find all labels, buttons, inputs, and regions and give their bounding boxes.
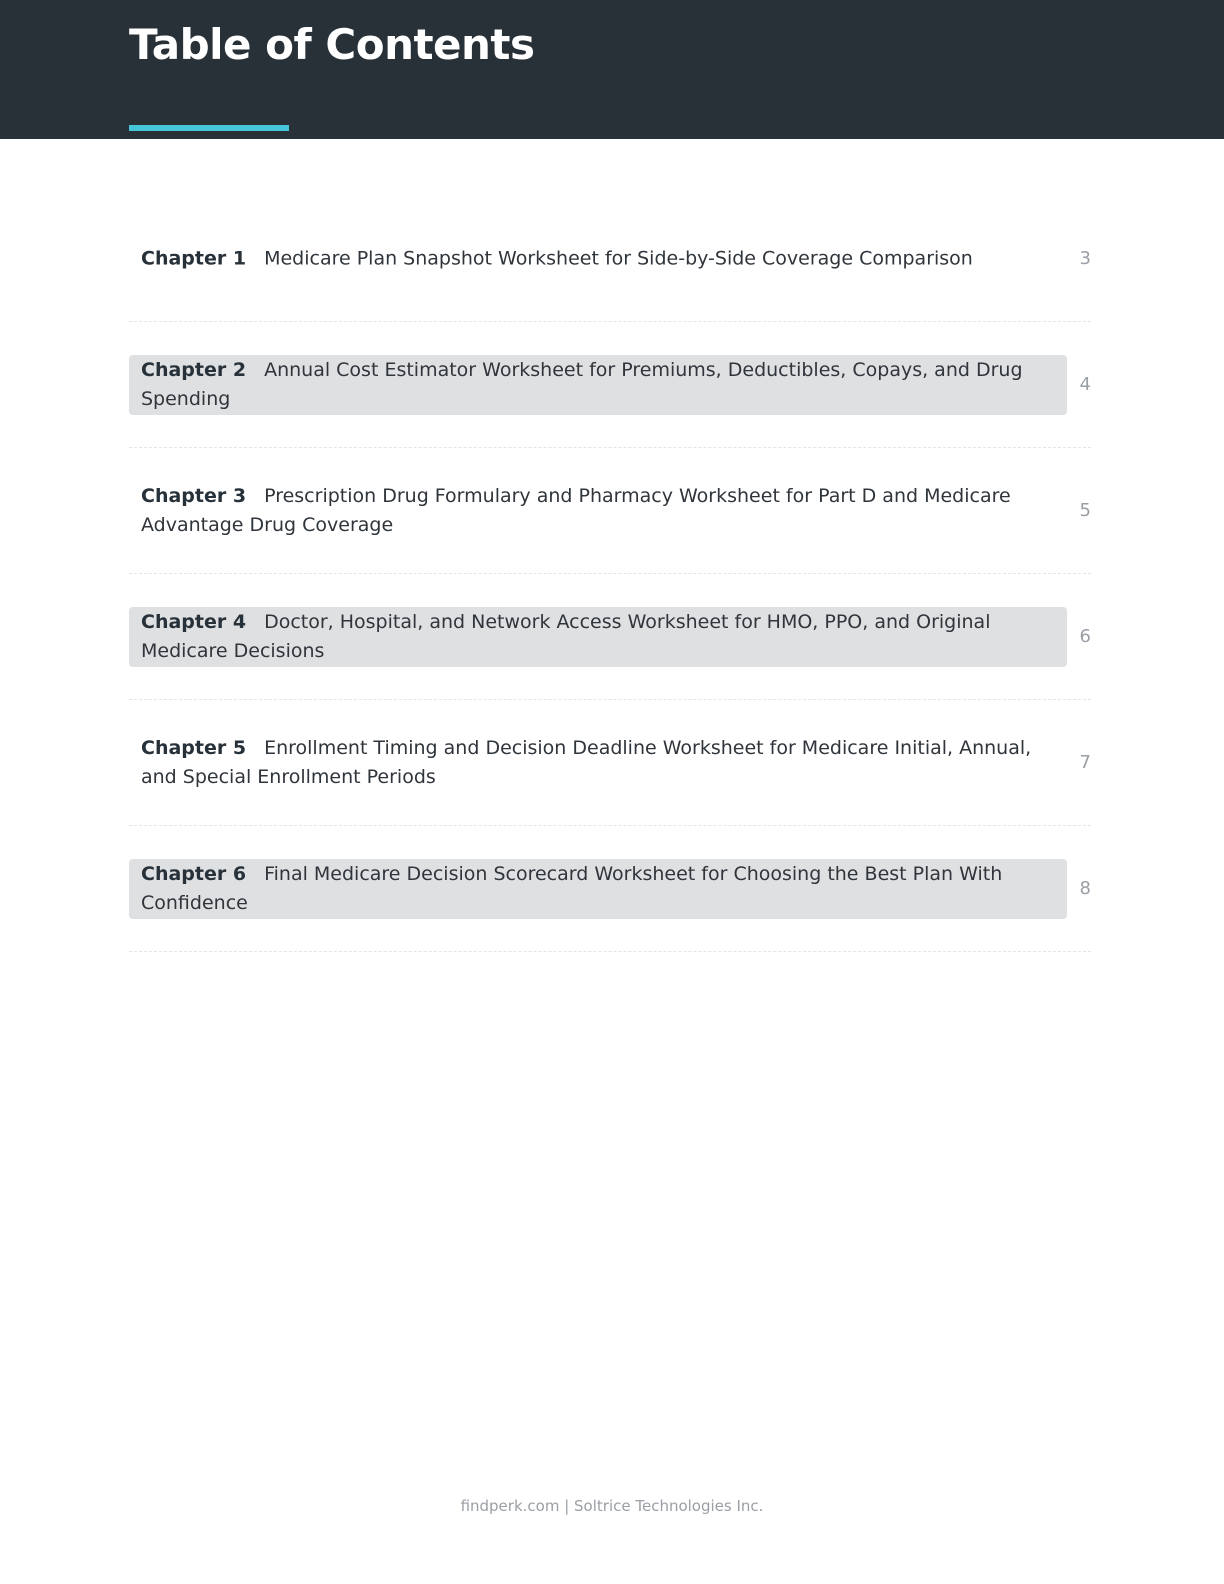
toc-entry-5[interactable] [129,700,1091,826]
chapter-label: Chapter 4 [141,610,247,633]
chapter-title: Annual Cost Estimator Worksheet for Premiums, Deductibles, Copays, and Drug Spending [141,358,1023,410]
chapter-title: Medicare Plan Snapshot Worksheet for Side-by-Side Coverage Comparison [264,247,973,269]
page-header [0,0,1224,139]
page-number: 8 [1079,877,1091,899]
page-number: 5 [1079,499,1091,521]
page-footer: findperk.com | Soltrice Technologies Inc. [460,1497,764,1515]
chapter-label: Chapter 2 [141,358,247,381]
toc-entry-3[interactable] [129,448,1091,574]
title-accent-bar [129,125,289,131]
chapter-title: Prescription Drug Formulary and Pharmacy Worksheet for Part D and Medicare Advantage Drug Coverage [141,484,1011,536]
chapter-title: Final Medicare Decision Scorecard Worksheet for Choosing the Best Plan With Confidence [141,862,1003,914]
chapter-label: Chapter 5 [141,736,247,759]
toc-entry-text [129,859,1067,919]
chapter-title: Enrollment Timing and Decision Deadline Worksheet for Medicare Initial, Annual, and Special Enrollment Periods [141,736,1032,788]
toc-entry-4[interactable] [129,574,1091,700]
toc-entry-text [129,607,1067,667]
chapter-label: Chapter 3 [141,484,247,507]
toc-entry-6[interactable] [129,826,1091,952]
page-number: 4 [1079,373,1091,395]
toc-entry-text [129,481,1067,541]
page-number: 7 [1079,751,1091,773]
page-title: Table of Contents [129,20,535,69]
page-number: 6 [1079,625,1091,647]
chapter-label: Chapter 6 [141,862,247,885]
toc-entry-text [129,733,1067,793]
page-number: 3 [1079,247,1091,269]
toc-entry-2[interactable] [129,322,1091,448]
chapter-label: Chapter 1 [141,247,247,269]
toc-entry-1[interactable] [129,196,1091,322]
chapter-title: Doctor, Hospital, and Network Access Worksheet for HMO, PPO, and Original Medicare Decisions [141,610,991,662]
table-of-contents [129,196,1091,952]
toc-entry-text [129,243,1067,274]
toc-entry-text [129,355,1067,415]
